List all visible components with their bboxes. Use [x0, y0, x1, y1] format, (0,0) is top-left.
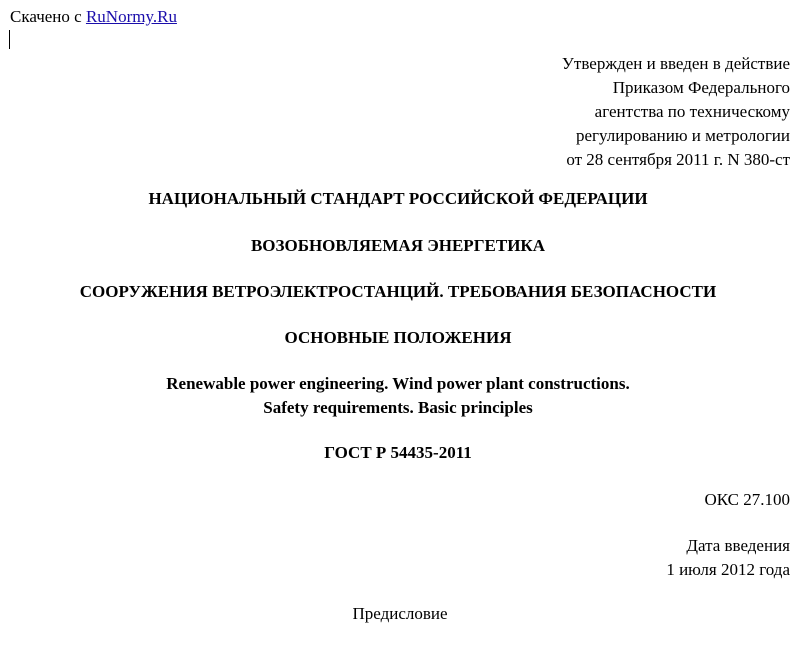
english-title — [0, 372, 796, 420]
text-cursor — [9, 30, 10, 49]
source-line — [10, 7, 177, 27]
source-prefix: Скачено с — [10, 7, 86, 26]
introduction-label: Дата введения — [686, 536, 790, 555]
approval-line: Утвержден и введен в действие — [561, 54, 790, 73]
preface-heading: Предисловие — [352, 604, 448, 623]
approval-line: от 28 сентября 2011 г. N 380-ст — [566, 150, 790, 169]
part-title: ОСНОВНЫЕ ПОЛОЖЕНИЯ — [284, 328, 512, 347]
source-link[interactable]: RuNormy.Ru — [85, 7, 177, 26]
approval-block — [470, 52, 790, 172]
english-title-line: Renewable power engineering. Wind power plant constructions. — [166, 374, 630, 393]
introduction-date-block — [666, 534, 790, 582]
approval-line: агентства по техническому — [594, 102, 790, 121]
introduction-date: 1 июля 2012 года — [666, 560, 790, 579]
standard-title: НАЦИОНАЛЬНЫЙ СТАНДАРТ РОССИЙСКОЙ ФЕДЕРАЦИИ — [148, 189, 648, 208]
approval-line: Приказом Федерального — [612, 78, 790, 97]
standard-designation: ГОСТ Р 54435-2011 — [324, 443, 472, 462]
english-title-line: Safety requirements. Basic principles — [263, 398, 533, 417]
oks-code: ОКС 27.100 — [704, 490, 790, 509]
field-title: ВОЗОБНОВЛЯЕМАЯ ЭНЕРГЕТИКА — [250, 236, 546, 255]
approval-line: регулированию и метрологии — [575, 126, 790, 145]
subject-title: СООРУЖЕНИЯ ВЕТРОЭЛЕКТРОСТАНЦИЙ. ТРЕБОВАНИЯ БЕЗОПАСНОСТИ — [79, 282, 717, 301]
